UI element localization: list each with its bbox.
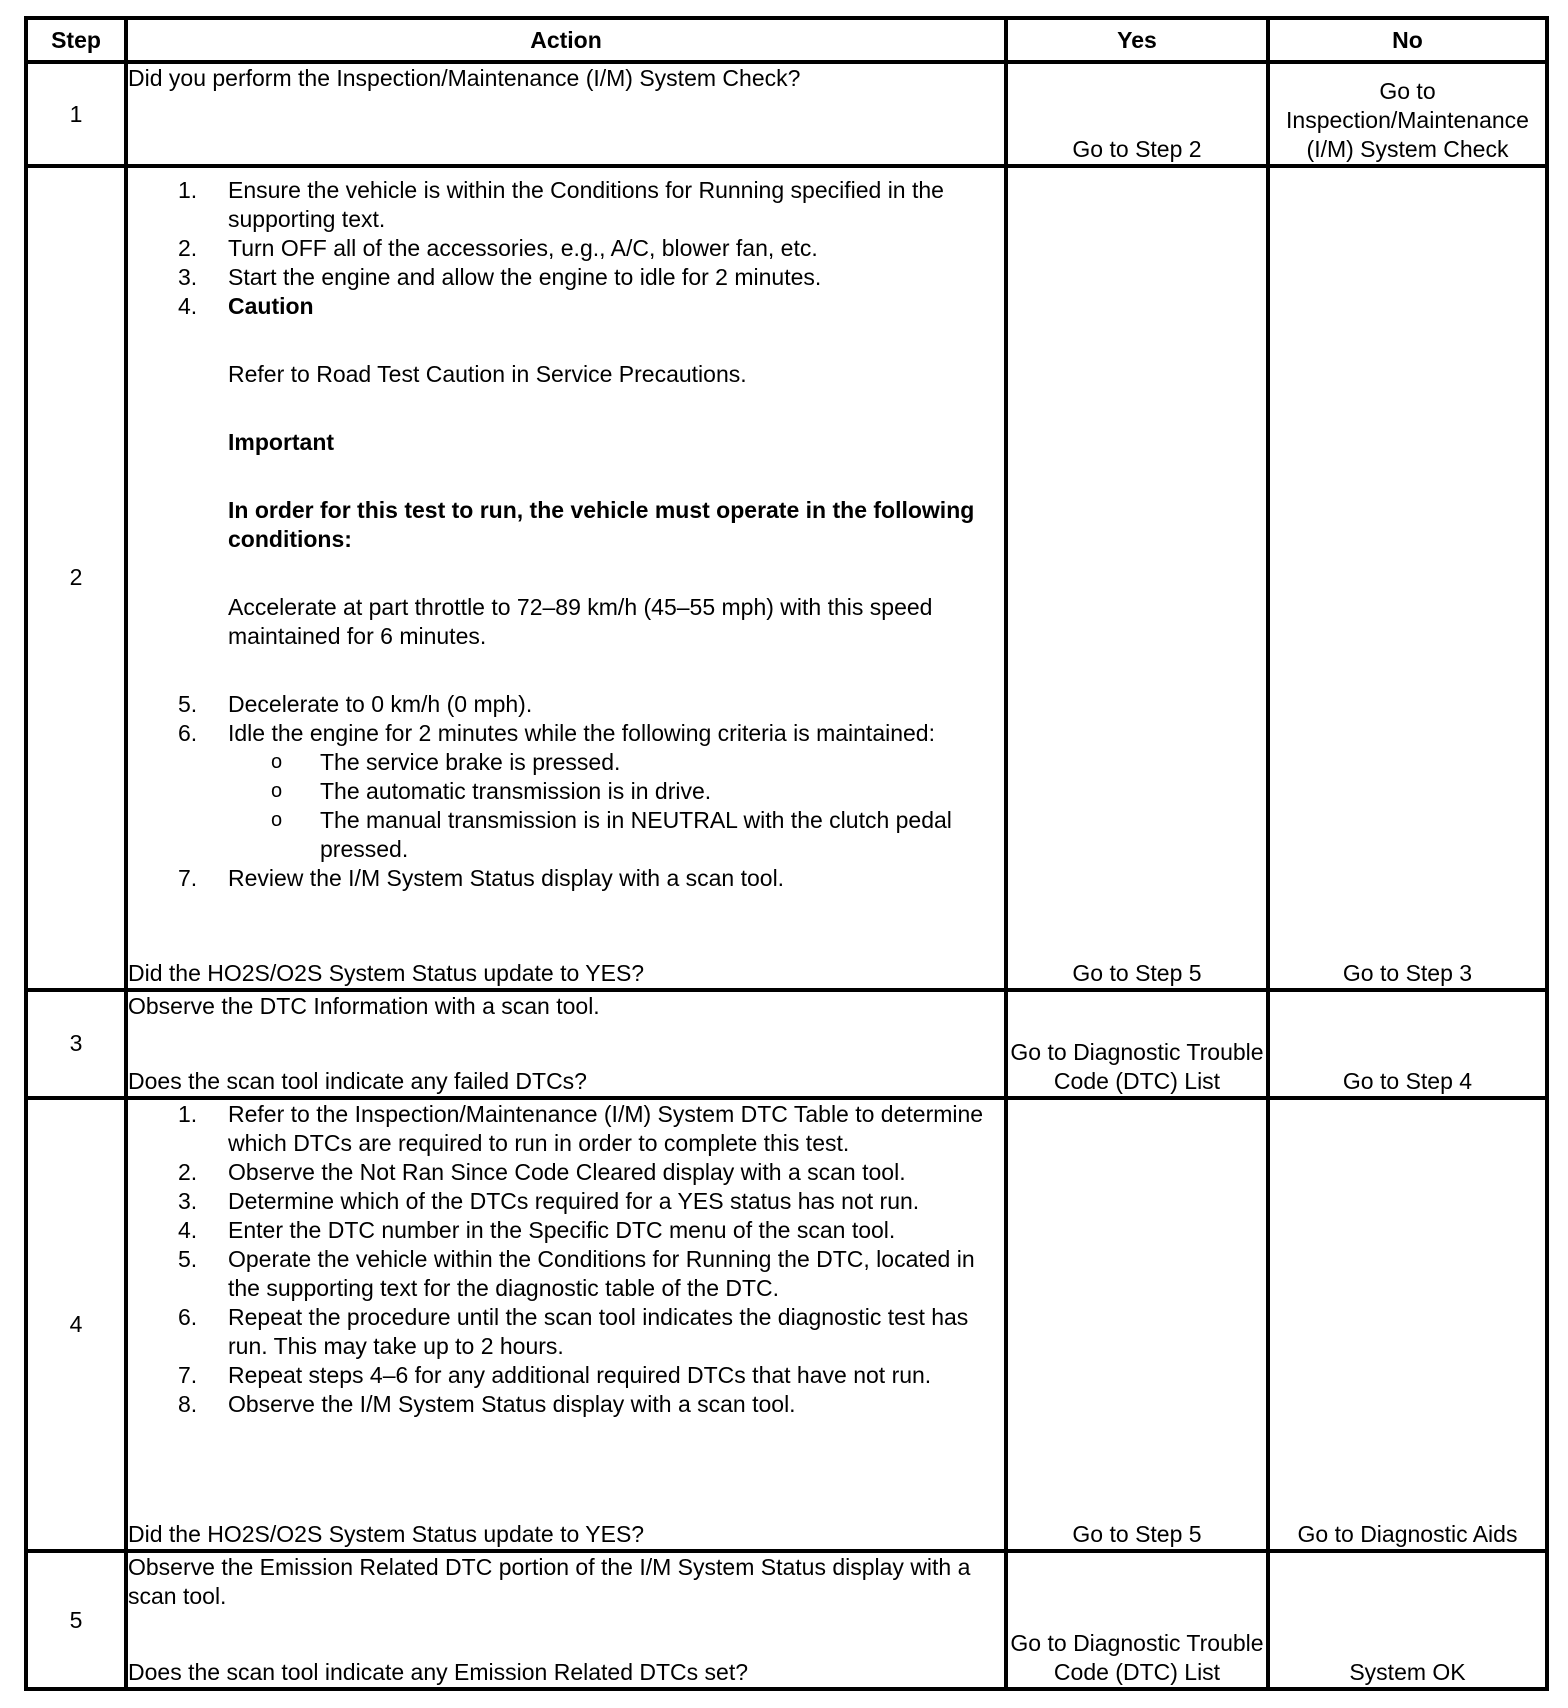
diagnostic-table [24, 16, 1549, 1691]
list-item: 4. Enter the DTC number in the Specific DTC menu of the scan tool. [178, 1217, 896, 1244]
yes-result: Go to Step 5 [1006, 166, 1268, 989]
list-item: 3. Determine which of the DTCs required for a YES status has not run. [178, 1188, 920, 1215]
step-number: 2 [26, 166, 126, 989]
list-item: o The automatic transmission is in drive. [271, 778, 712, 805]
list-item: 6. Idle the engine for 2 minutes while the following criteria is maintained: o The service brake is pressed. o The automatic transmission is in drive. o The manual transmission is in NEUTRAL with the clutch pedal pressed. [128, 719, 1004, 864]
list-item: 5. Operate the vehicle within the Conditions for Running the DTC, located in the supporting text for the diagnostic table of the DTC. [178, 1246, 975, 1302]
header-step: Step [26, 18, 126, 62]
list-item: 1. Refer to the Inspection/Maintenance (I/M) System DTC Table to determine which DTCs are required to run in order to complete this test. [178, 1101, 984, 1157]
table-row [26, 1551, 1547, 1689]
list-item: 1. Ensure the vehicle is within the Conditions for Running specified in the supporting text. [178, 177, 944, 233]
list-item: 8. Observe the I/M System Status display with a scan tool. [178, 1391, 796, 1418]
caution-label: Caution [228, 293, 314, 320]
list-item: 2. Turn OFF all of the accessories, e.g., A/C, blower fan, etc. [178, 235, 818, 262]
list-item: 4. Caution Refer to Road Test Caution in Service Precautions. Important In order for this test to run, the vehicle must operate in the following conditions: Accelerate at part throttle to 72–89 km/h (45–55 mph) with this speed maintained for 6 minutes. [128, 292, 1004, 651]
no-result: Go to Inspection/Maintenance (I/M) System Check [1268, 62, 1547, 166]
question-text: Did the HO2S/O2S System Status update to YES? [128, 1521, 645, 1548]
table-row [26, 166, 1547, 989]
step-number: 1 [26, 62, 126, 166]
list-item: 6. Repeat the procedure until the scan tool indicates the diagnostic test has run. This may take up to 2 hours. [178, 1304, 969, 1360]
bullet-icon: o [271, 751, 283, 774]
caution-text: Refer to Road Test Caution in Service Precautions. [228, 361, 747, 388]
action-cell [126, 62, 1006, 166]
step-number: 5 [26, 1551, 126, 1689]
list-item: 7. Review the I/M System Status display with a scan tool. [178, 865, 785, 892]
step-number: 3 [26, 990, 126, 1099]
question-text: Did the HO2S/O2S System Status update to YES? [128, 959, 645, 986]
table-row [26, 1098, 1547, 1551]
procedure-list [128, 176, 1004, 893]
criteria-list [128, 748, 1004, 864]
intro-text: Observe the Emission Related DTC portion of the I/M System Status display with a scan tool. [128, 1554, 971, 1610]
action-cell [126, 1551, 1006, 1689]
list-item: 7. Repeat steps 4–6 for any additional required DTCs that have not run. [178, 1362, 932, 1389]
question-text: Does the scan tool indicate any Emission Related DTCs set? [128, 1659, 749, 1685]
header-no: No [1268, 18, 1547, 62]
no-result: Go to Step 4 [1268, 990, 1547, 1099]
no-result: Go to Step 3 [1268, 166, 1547, 989]
action-cell [126, 166, 1006, 989]
header-row [26, 18, 1547, 62]
yes-result: Go to Diagnostic Trouble Code (DTC) List [1006, 1551, 1268, 1689]
question-text: Does the scan tool indicate any failed DTCs? [128, 1068, 587, 1095]
bullet-icon: o [271, 809, 283, 832]
step-number: 4 [26, 1098, 126, 1551]
yes-result: Go to Diagnostic Trouble Code (DTC) List [1006, 990, 1268, 1099]
action-cell [126, 1098, 1006, 1551]
table-row [26, 62, 1547, 166]
question-text: Did you perform the Inspection/Maintenance (I/M) System Check? [128, 65, 801, 91]
list-item: o The manual transmission is in NEUTRAL with the clutch pedal pressed. [271, 807, 952, 863]
procedure-list [128, 1100, 1004, 1419]
yes-result: Go to Step 2 [1006, 62, 1268, 166]
no-result: Go to Diagnostic Aids [1268, 1098, 1547, 1551]
list-item: 2. Observe the Not Ran Since Code Cleared display with a scan tool. [178, 1159, 906, 1186]
action-cell [126, 990, 1006, 1099]
list-item: o The service brake is pressed. [271, 749, 621, 776]
list-item: 5. Decelerate to 0 km/h (0 mph). [178, 691, 533, 718]
list-item: 3. Start the engine and allow the engine to idle for 2 minutes. [178, 264, 822, 291]
header-action: Action [126, 18, 1006, 62]
header-yes: Yes [1006, 18, 1268, 62]
table-row [26, 990, 1547, 1099]
yes-result: Go to Step 5 [1006, 1098, 1268, 1551]
bullet-icon: o [271, 780, 283, 803]
intro-text: Observe the DTC Information with a scan tool. [128, 992, 600, 1019]
important-label: Important [228, 429, 335, 456]
accelerate-text: Accelerate at part throttle to 72–89 km/h (45–55 mph) with this speed maintained for 6 minutes. [228, 594, 933, 650]
no-result: System OK [1268, 1551, 1547, 1689]
important-text: In order for this test to run, the vehicle must operate in the following conditions: [228, 497, 975, 553]
